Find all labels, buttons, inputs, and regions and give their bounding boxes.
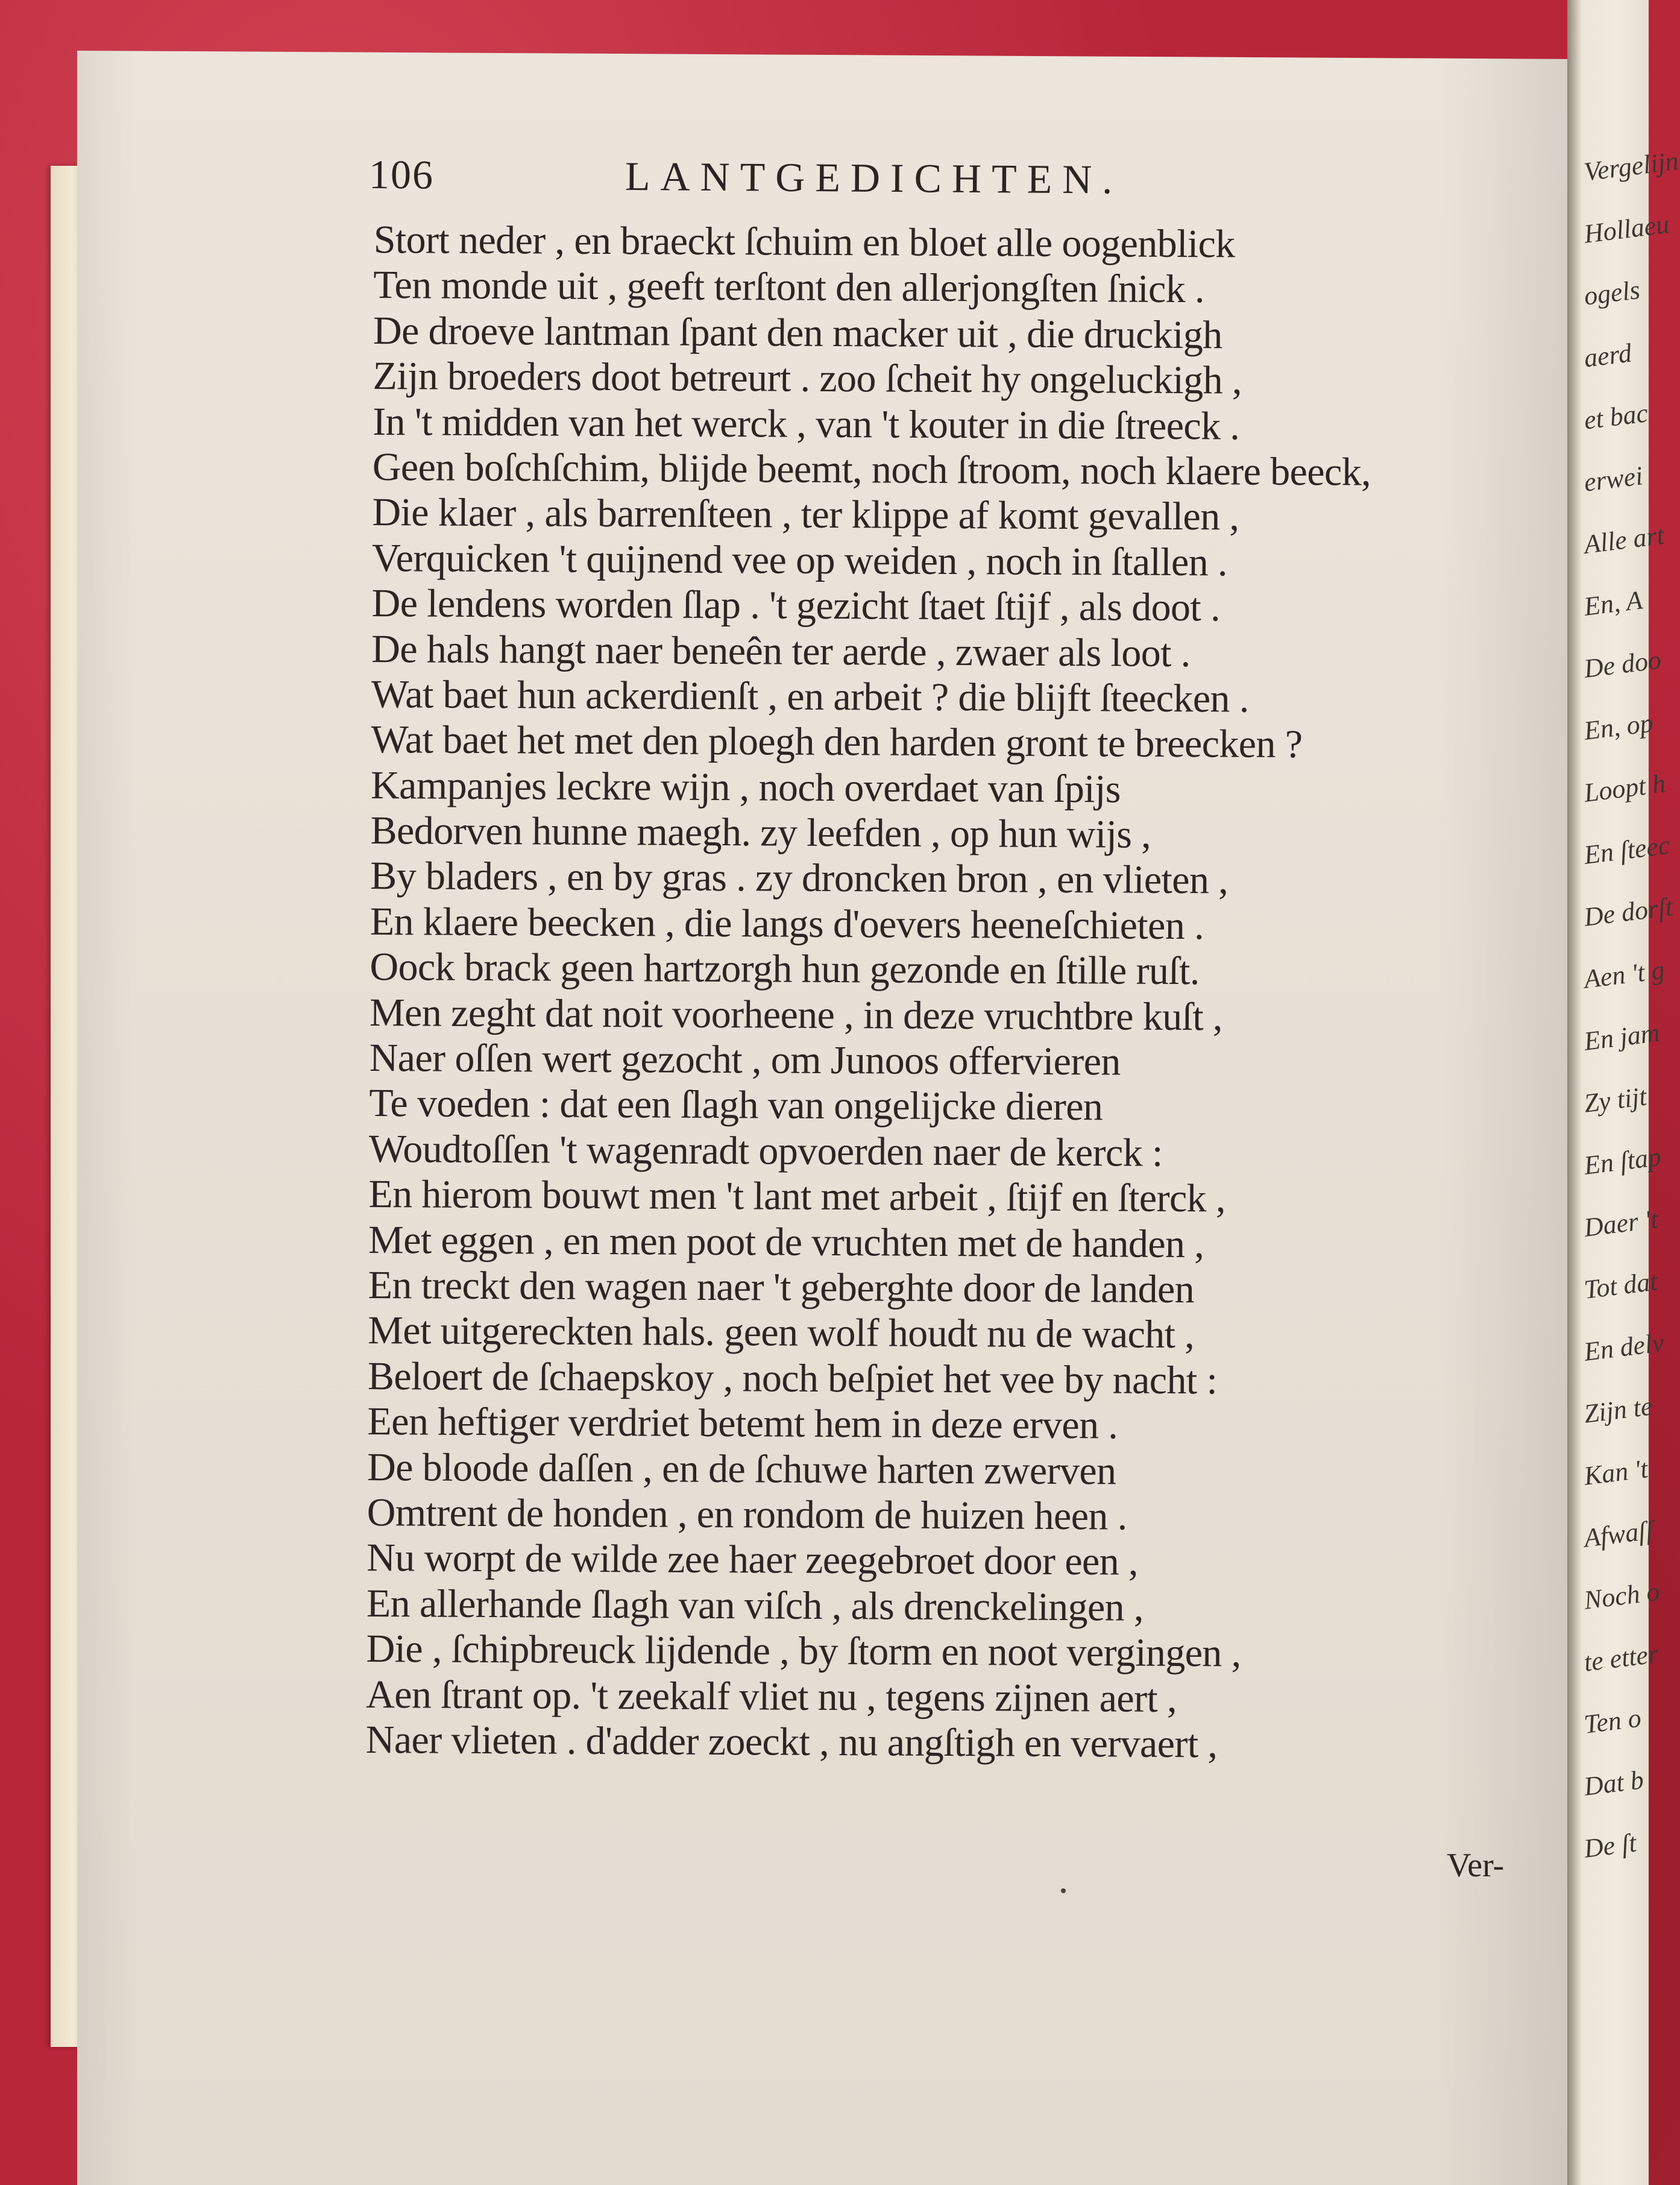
poem-line: Aen ſtrant op. 't zeekalf vliet nu , tegens zijnen aert , (365, 1672, 1177, 1721)
facing-page-fragment: De doo (1582, 645, 1663, 684)
facing-page-fragment: En, A (1582, 585, 1644, 622)
facing-page-fragment: Zy tijt (1582, 1081, 1649, 1118)
poem-line: Kampanjes leckre wijn , noch overdaet van ſpijs (370, 763, 1121, 812)
facing-page-fragment: et bac (1582, 398, 1650, 435)
page-number: 106 (368, 151, 435, 198)
facing-page-fragment: En ſteec (1582, 830, 1672, 870)
facing-page-fragment: Afwaſſ (1582, 1515, 1655, 1553)
poem-line: Oock brack geen hartzorgh hun gezonde en ſtille ruſt. (370, 945, 1200, 994)
facing-page-fragment: Dat b (1582, 1765, 1646, 1802)
facing-page-fragment: Kan 't (1582, 1454, 1650, 1491)
facing-page-fragment: Aen 't g (1582, 954, 1667, 994)
poem-text (366, 217, 1555, 1769)
poem-line: Met eggen , en men poot de vruchten met de handen , (368, 1217, 1204, 1266)
facing-page-fragment: En ſtap (1582, 1141, 1663, 1181)
facing-page-fragment: erwei (1582, 461, 1645, 497)
poem-line: Omtrent de honden , en rondom de huizen heen . (367, 1490, 1127, 1539)
facing-page-fragment: Vergelijn (1582, 146, 1680, 187)
poem-line: Zijn broeders doot betreurt . zoo ſcheit hy ongeluckigh , (373, 354, 1242, 403)
running-title: LANTGEDICHTEN. (624, 153, 1123, 203)
facing-page-fragment: De ſt (1582, 1827, 1638, 1864)
poem-line: En treckt den wagen naer 't geberghte door de landen (368, 1263, 1195, 1312)
facing-page-fragment: te etter (1582, 1639, 1660, 1677)
poem-line: En hierom bouwt men 't lant met arbeit , ſtijf en ſterck , (368, 1172, 1226, 1221)
facing-page-fragment: ogels (1582, 274, 1642, 311)
poem-line: Met uitgereckten hals. geen wolf houdt nu de wacht , (368, 1308, 1195, 1357)
facing-page-fragment: Alle art (1582, 520, 1666, 560)
facing-page-fragment: Zijn te (1582, 1391, 1654, 1429)
poem-line: In 't midden van het werck , van 't kouter in die ſtreeck . (373, 399, 1240, 449)
facing-page-edge (1567, 0, 1680, 2185)
poem-line: Naer vlieten . d'adder zoeckt , nu angſtigh en vervaert , (365, 1717, 1218, 1767)
poem-line: Die klaer , als barrenſteen , ter klippe af komt gevallen , (372, 490, 1239, 539)
poem-line: De lendens worden ſlap . 't gezicht ſtaet ſtijf , als doot . (371, 581, 1221, 630)
poem-line: En klaere beecken , die langs d'oevers heeneſchieten . (370, 899, 1204, 948)
poem-line: Wat baet hun ackerdienſt , en arbeit ? die blijft ſteecken . (371, 672, 1249, 721)
page-header (369, 151, 1310, 212)
poem-line: Wat baet het met den ploegh den harden gront te breecken ? (371, 717, 1303, 767)
facing-page-fragment: En jam (1582, 1017, 1661, 1056)
poem-line: Men zeght dat noit voorheene , in deze vruchtbre kuſt , (369, 990, 1223, 1039)
poem-line: En allerhande ſlagh van viſch , als drenckelingen , (366, 1581, 1144, 1630)
poem-line: De droeve lantman ſpant den macker uit , die druckigh (373, 308, 1222, 358)
facing-page-fragment: En, op (1582, 708, 1655, 746)
poem-line: Stort neder , en braeckt ſchuim en bloet alle oogenblick (373, 218, 1235, 266)
poem-line: Ten monde uit , geeft terſtont den allerjongſten ſnick . (373, 263, 1205, 312)
poem-line: Beloert de ſchaepskoy , noch beſpiet het vee by nacht : (367, 1354, 1218, 1403)
catchword: Ver- (1447, 1847, 1505, 1884)
facing-page-fragment: Tot dat (1582, 1266, 1659, 1305)
poem-line: Naer oſſen wert gezocht , om Junoos offervieren (369, 1036, 1121, 1084)
facing-page-fragment: En delv (1582, 1327, 1666, 1367)
facing-page-fragment: aerd (1582, 338, 1634, 373)
facing-page-fragment: Daer 't (1582, 1204, 1660, 1243)
poem-line: Verquicken 't quijnend vee op weiden , noch in ſtallen . (371, 535, 1228, 585)
poem-line: Nu worpt de wilde zee haer zeegebroet door een , (367, 1536, 1139, 1584)
poem-line: Te voeden : dat een ſlagh van ongelijcke dieren (369, 1081, 1103, 1129)
poem-line: De hals hangt naer beneên ter aerde , zwaer als loot . (371, 626, 1191, 675)
facing-page-fragment: Loopt h (1582, 768, 1667, 808)
ink-speck (1061, 1888, 1066, 1893)
facing-page-fragment: Noch o (1582, 1576, 1661, 1615)
poem-line: By bladers , en by gras . zy droncken bron , en vlieten , (370, 854, 1229, 903)
facing-page-fragment: De dorſt (1582, 892, 1675, 932)
poem-line: Geen boſchſchim, blijde beemt, noch ſtroom, noch klaere beeck, (372, 444, 1371, 494)
facing-page-fragment: Hollaeu (1582, 209, 1671, 249)
poem-line: De bloode daſſen , en de ſchuwe harten zwerven (367, 1445, 1116, 1493)
poem-line: Een heftiger verdriet betemt hem in deze erven . (367, 1399, 1118, 1448)
facing-page-fragment: Ten o (1582, 1703, 1643, 1739)
poem-line: Woudtoſſen 't wagenradt opvoerden naer de kerck : (368, 1126, 1163, 1175)
poem-line: Die , ſchipbreuck lijdende , by ſtorm en noot vergingen , (366, 1627, 1241, 1676)
poem-line: Bedorven hunne maegh. zy leefden , op hun wijs , (370, 809, 1151, 857)
